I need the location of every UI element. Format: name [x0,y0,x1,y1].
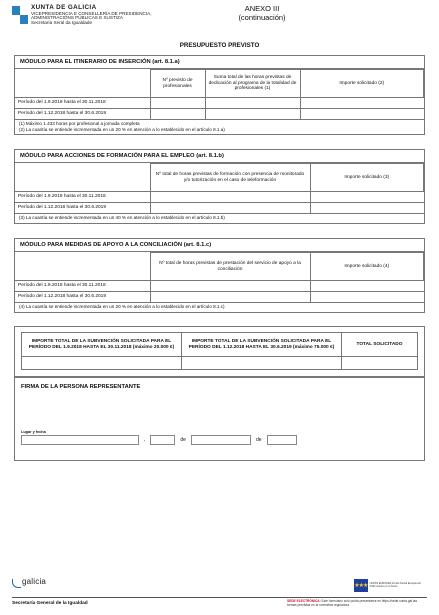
logo-line: Secretaría Xeral da Igualdade [31,20,93,26]
de-separator: de [180,437,186,443]
place-input[interactable] [21,435,139,445]
module-title [15,56,424,69]
module-table [15,69,424,120]
row-label: Período del 1.12.2018 hasta el 30.6.2019 [15,109,150,120]
row-label: Período del 1.9.2018 hasta el 30.11.2018 [15,98,150,109]
module-title-text: MÓDULO PARA MEDIDAS DE APOYO A LA CONCILIACIÓN [20,242,183,248]
module-title [15,239,424,252]
note: (1) Máximo 1.433 horas por profesional a jornada completa [19,121,140,126]
table-row [15,109,424,120]
input-cell[interactable] [150,292,310,303]
input-cell[interactable] [150,203,310,214]
input-cell[interactable] [310,203,424,214]
signature-title: FIRMA DE LA PERSONA REPRESENTANTE [21,384,141,390]
input-cell[interactable] [205,98,300,109]
column-header: Nº total de horas previstas de formación con presencia de monitorado y/o tutorización en el caso de teleformación [150,164,310,192]
input-cell[interactable] [150,281,310,292]
table-row [15,292,424,303]
column-header: Suma total de las horas previstas de dedicación al programa de la totalidad de profesionales (1) [205,70,300,98]
module-title [15,150,424,163]
de-separator: de [255,437,262,443]
column-header: Importe solicitado (3) [310,164,424,192]
module-notes [15,120,424,134]
month-input[interactable] [191,435,251,445]
module-notes [15,303,424,312]
table-row [15,98,424,109]
table-row [15,192,424,203]
footer-notice [287,600,427,608]
footer-divider [12,597,427,598]
galicia-logo: galicia [22,577,47,586]
logo-title: XUNTA DE GALICIA [31,4,97,11]
row-label: Período del 1.9.2018 hasta el 30.11.2018 [15,192,150,203]
column-header: Importe solicitado (2) [300,70,424,98]
input-cell[interactable] [310,281,424,292]
input-cell[interactable] [310,292,424,303]
eu-text: UNIÓN EUROPEA Fondo Social Europeo El FSE invierte en tu futuro [369,581,421,588]
signature-section [14,377,425,461]
day-input[interactable] [150,435,175,445]
eu-flag-icon: ★★★ [354,579,368,592]
input-cell[interactable] [150,192,310,203]
logo-line: VICEPRESIDENCIA E CONSELLERÍA DE PRESIDENCIA, [31,10,152,16]
input-cell[interactable] [300,98,424,109]
sede-text: Este formulario solo podrá presentarse en https://sede.xunta.gal las formas previstas en la normativa reguladora [287,599,418,607]
module-title-text: MÓDULO PARA EL ITINERARIO DE INSERCIÓN [20,59,151,65]
xunta-logo [12,5,152,26]
module-table [15,163,424,214]
note: (3) La cuantía se entiende incrementada en un 40 % en atención a lo establecido en el artículo 8.1.b) [19,215,225,220]
module-formacion [14,149,425,224]
place-date-row [21,435,297,445]
module-notes [15,214,424,223]
total-period2-header: IMPORTE TOTAL DE LA SUBVENCIÓN SOLICITADA PARA EL PERÍODO DEL 1.12.2018 HASTA EL 30.6.2019 (máximo 75.000 €) [182,333,342,357]
note: (2) La cuantía se entiende incrementada en un 20 % en atención a lo establecido en el artículo 8.1.a) [19,126,225,132]
note: (4) La cuantía se entiende incrementada en un 20 % en atención a lo establecido en el artículo 8.1.c) [19,304,225,309]
page-header [12,5,427,35]
annex-subtitle: (continuación) [238,12,286,22]
module-table [15,252,424,303]
column-header: Nº previsto de profesionales [150,70,205,98]
input-cell[interactable] [205,109,300,120]
place-date-label: Lugar y fecha [21,430,46,434]
table-row [15,203,424,214]
input-cell[interactable] [150,109,205,120]
module-conciliacion [14,238,425,313]
input-cell[interactable] [310,192,424,203]
totals-section [14,326,425,377]
comma-separator: , [144,437,146,443]
table-row [22,357,418,370]
annex-heading [202,5,322,22]
year-input[interactable] [267,435,297,445]
module-itinerario [14,55,425,135]
total-requested-header: TOTAL SOLICITADO [342,333,418,357]
total-period1-input[interactable] [22,357,182,370]
table-row [15,281,424,292]
module-title-text: MÓDULO PARA ACCIONES DE FORMACIÓN PARA EL EMPLEO [20,153,195,159]
row-label: Período del 1.9.2018 hasta el 30.11.2018 [15,281,150,292]
footer-department: Secretaría General de la Igualdad [12,601,88,606]
module-article: (art. 8.1.b) [196,153,224,159]
sede-label: SEDE ELECTRÓNICA: [287,599,321,603]
column-header: Importe solicitado (4) [310,253,424,281]
total-requested-input[interactable] [342,357,418,370]
input-cell[interactable] [150,98,205,109]
totals-table [21,332,418,370]
row-label: Período del 1.12.2018 hasta el 30.6.2019 [15,203,150,214]
module-article: (art. 8.1.c) [183,242,212,248]
module-article: (art. 8.1.a) [152,59,180,65]
eu-logo [354,577,424,593]
column-header: Nº total de horas previstas de prestación del servicio de apoyo a la conciliación [150,253,310,281]
logo-line: ADMINISTRACIÓNS PÚBLICAS E XUSTIZA [31,15,123,21]
total-period2-input[interactable] [182,357,342,370]
page-title: PRESUPUESTO PREVISTO [179,42,260,49]
row-label: Período del 1.12.2018 hasta el 30.6.2019 [15,292,150,303]
galicia-logo-icon [12,579,21,588]
total-period1-header: IMPORTE TOTAL DE LA SUBVENCIÓN SOLICITADA PARA EL PERÍODO DEL 1.9.2018 HASTA EL 30.11.2018 (máximo 20.000 €) [22,333,182,357]
page-footer [12,575,427,613]
input-cell[interactable] [300,109,424,120]
xunta-emblem-icon [12,6,28,24]
annex-title: ANEXO III [244,4,280,13]
